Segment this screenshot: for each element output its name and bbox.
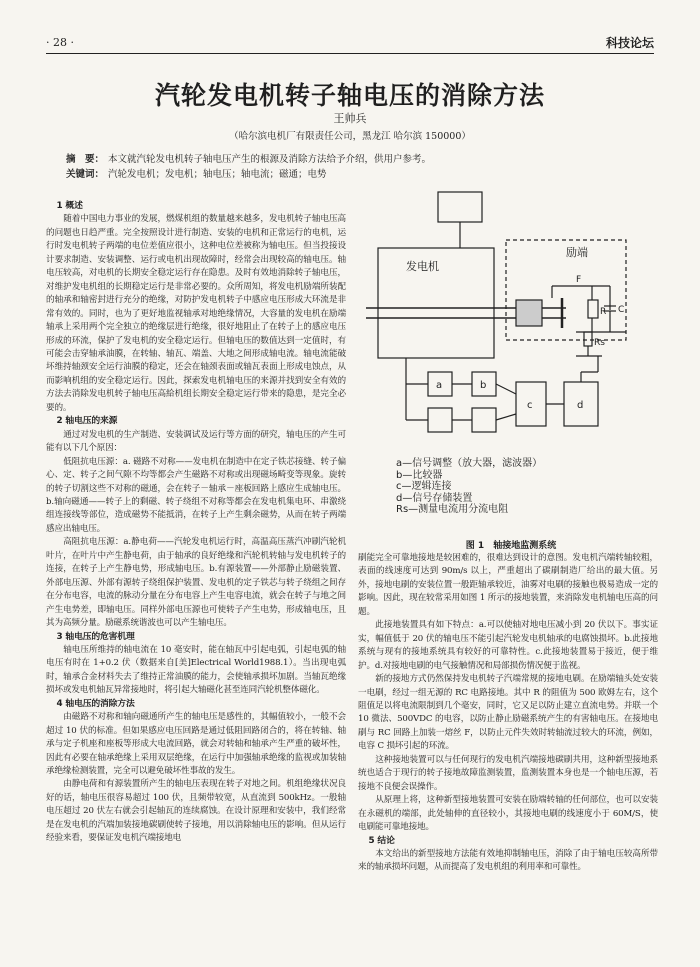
grounding-diagram bbox=[366, 190, 656, 455]
figure-caption: 图 1 轴接地监测系统 bbox=[465, 541, 557, 551]
keywords-label: 关键词： bbox=[66, 169, 105, 180]
bearing bbox=[516, 300, 542, 326]
paragraph: 高阻抗电压源：a.静电荷——汽轮发电机运行时，高温高压蒸汽冲刷汽轮机叶片，在叶片中产生静电荷，由于轴承的良好绝缘和汽轮机转轴与发电机转子的连接，在转子上产生静电势，形成轴电压。b.有源装置——外部静止励磁装置、外部电压源、外部有源转子绕组保护装置、发电机的定子铁芯与转子绕组之间存在分布电容，电流的脉动分量在分布电容上产生电容电流，就会在转子与地之间产生电势差，即轴电压。同样外部电压源也可使转子产生电势，形成轴电压，且其为高频分量。励磁系统谐波也可以产生轴电压。 bbox=[46, 537, 346, 629]
paragraph: 由静电荷和有源装置所产生的轴电压表现在转子对地之间。机组绝缘状况良好的话，轴电压很容易超过 100 伏，且频带较宽，从直流到 500kHz。一般轴电压超过 20 伏左右就会引起轴瓦的连续腐蚀。在设计原理和安装中，我们经常是在发电机的汽端加装接地碳刷使转子接地，用以消除轴电压的影响。但从运行经验来看，要保证发电机汽端接地电 bbox=[46, 779, 346, 844]
shunt-rs bbox=[584, 332, 592, 346]
box-a-2 bbox=[428, 408, 452, 432]
legend-item: Rs—测量电流用分流电阻 bbox=[396, 504, 509, 515]
abstract bbox=[66, 152, 634, 167]
label-generator: 发电机 bbox=[406, 260, 439, 273]
abstract-text: 本文就汽轮发电机转子轴电压产生的根源及消除方法给予介绍，供用户参考。 bbox=[108, 154, 432, 165]
paragraph: 这种接地装置可以与任何现行的发电机汽端接地碳刷共用，这种新型接地系统也适合于现行的转子接地故障监测装置，监测装置本身也是一个轴电压源，若接地不良便会误操作。 bbox=[358, 754, 658, 792]
resistor-r bbox=[588, 300, 598, 318]
figure-legend bbox=[396, 458, 542, 516]
paragraph: 随着中国电力事业的发展，燃煤机组的数量越来越多，发电机转子轴电压高的问题也日趋严重。完全按照设计进行制造、安装的电机和正常运行的电机，运行时发电机转子两端的电位差值应很小，这种电位差被称为轴电压。但当投接设计要求制造、安装调整、运行或电机出现故障时，经常会出现较高的轴电压。轴电压较高，对电机的长期安全稳定运行存在隐患。及时有效地消除转子轴电压，对维护发电机组的长期稳定运行是非常必要的。众所周知，将发电机励端所装配的轴承和轴密封进行充分的绝缘，对防护发电机转子中感应电压形成大环流是非常有效的。同时，也为了更好地监视轴承对地绝缘情况，大容量的发电机在励端轴承上采用两个完全独立的绝缘层进行绝缘，很好地阻止了在转子上的感应电压形成的环流，保护了发电机的安全稳定运行。但轴电压的数值达到一定值时，有可能会击穿轴承油膜，在转轴、轴瓦、端盖、大地之间形成轴电流。轴电流能破坏维持轴颈安全运行油膜的稳定，还会在轴颈表面或轴瓦表面上形成电蚀点，从而影响机组的安全稳定运行。因此，探索发电机轴电压的来源并找到安全有效的方法去消除发电机转子轴电压高給机组长期安全稳定运行带来的隐患，是完全必要的。 bbox=[46, 214, 346, 413]
paragraph: 由磁路不对称和轴向磁通所产生的轴电压是感性的，其幅值较小，一般不会超过 10 伏的标准。但如果感应电压回路是通过低阻回路闭合的，将在转轴、轴承与定子机座和座板等形成大电流回路，就会对转轴和轴承产生严重的破坏性，因此有必要在轴承绝缘上采用双层绝缘，在运行中加强轴承绝缘的监视或加装轴承绝缘检测装置，完全可以避免破坏性事故的发生。 bbox=[46, 712, 346, 777]
legend-item: c—逻辑连接 bbox=[396, 481, 452, 492]
paragraph: 本文给出的新型接地方法能有效地抑制轴电压，消除了由于轴电压较高所带来的轴承损坏问题，从而提高了发电机组的利用率和可靠性。 bbox=[358, 848, 658, 873]
paragraph: 刷能完全可靠地接地是较困难的，很难达到设计的意图。发电机汽端转轴较粗，表面的线速度可达到 90m/s 以上，严重超出了碳刷制造厂给出的最大值。另外，接地电刷的安装位置一般距轴承较近，油雾对电刷的接触也极易造成一定的影响。因此，现在较常采用如图 1 所示的接地装置，来消除发电机轴电压高的问题。 bbox=[358, 553, 658, 617]
top-device bbox=[438, 192, 482, 222]
box-b-2 bbox=[472, 408, 496, 432]
keywords bbox=[66, 167, 634, 182]
section-heading: 2 轴电压的来源 bbox=[56, 416, 118, 427]
section-heading: 1 概述 bbox=[56, 201, 83, 211]
affiliation: （哈尔滨电机厂有限责任公司，黑龙江 哈尔滨 150000） bbox=[229, 131, 471, 142]
paragraph: 新的接地方式仍然保持发电机转子汽端常规的接地电刷。在励端轴头处安装一电刷，经过一组无源的 RC 电路接地。其中 R 的阻值为 500 欧姆左右，这个阻值足以将电流限制到几个毫安，同时，它又足以防止建立直流电势。并联一个 10 微法、500VDC 的电容，以防止静止励磁系统产生的有害轴电压。在接地电刷与 RC 回路上加装一熔丝 F，以防止元件失效时转轴流过较大的环流，例如，电容 C 损坏引起的环流。 bbox=[358, 674, 658, 752]
page-number: · 28 · bbox=[46, 36, 74, 49]
abstract-label: 摘 要： bbox=[66, 154, 105, 165]
box-b-label: b bbox=[480, 380, 487, 391]
keywords-text: 汽轮发电机；发电机；轴电压；轴电流；磁通；电势 bbox=[108, 169, 327, 180]
author: 王帅兵 bbox=[333, 112, 367, 125]
journal-name: 科技论坛 bbox=[605, 36, 654, 50]
paragraph: 从原理上将，这种新型接地装置可安装在励端转轴的任何部位，也可以安装在永磁机的端部，此处轴伸的直径较小，其接地电刷的线速度小于 60M/S，使电刷能可靠地接地。 bbox=[358, 795, 658, 833]
label-exciter: 励端 bbox=[566, 246, 588, 259]
section-heading: 4 轴电压的消除方法 bbox=[56, 698, 135, 709]
legend-item: d—信号存储装置 bbox=[396, 492, 473, 504]
paragraph: 此接地装置具有如下特点：a.可以使轴对地电压减小到 20 伏以下。事实证实，幅值低于 20 伏的轴电压不能引起汽轮发电机轴承的电腐蚀损坏。b.此接地系统与现有的接地系统具有较好的可靠特性。c.此接地装置易于接近，便于维护。d.对接地电刷的电气接触情况和局部损伤情况便于监视。 bbox=[358, 620, 658, 671]
box-a-label: a bbox=[436, 380, 443, 391]
page-header bbox=[46, 32, 654, 54]
label-r: R bbox=[600, 307, 607, 317]
legend-item: a—信号调整（放大器，滤波器） bbox=[396, 458, 543, 469]
figure-1 bbox=[366, 190, 656, 550]
paragraph: 通过对发电机的生产制造、安装调试及运行等方面的研究，轴电压的产生可能有以下几个原因： bbox=[46, 429, 346, 454]
box-c-label: c bbox=[527, 400, 533, 411]
label-c: C bbox=[618, 305, 625, 315]
section-heading: 5 结论 bbox=[368, 835, 395, 846]
paragraph: 低阻抗电压源：a. 磁路不对称——发电机在制造中在定子铁芯接缝、转子偏心、定、转子之间气隙不均等都会产生磁路不对称或出现磁场畸变等现象。旋转的转子切割这些不对称的磁通，会在转子－轴承－座板回路上感应生成轴电压。b.轴向磁通——转子上的剩磁、转子绕组不对称等都会在发电机集电环、串激绕组连接线等部位，造成磁势不能抵消，在转子上产生剩余磁势，从而在转子两端感应出轴电压。 bbox=[46, 456, 346, 534]
box-d-label: d bbox=[577, 400, 584, 411]
section-heading: 3 轴电压的危害机理 bbox=[56, 631, 135, 642]
legend-item: b—比较器 bbox=[396, 469, 443, 481]
right-column bbox=[358, 552, 658, 942]
label-f: F bbox=[576, 275, 582, 285]
left-column bbox=[46, 200, 346, 940]
paragraph: 轴电压所维持的轴电流在 10 毫安时，能在轴瓦中引起电弧，引起电弧的轴电压有时在 1+0.2 伏（数据来自[美]Electrical World1988.1）。当出现电弧时，轴承合金材料失去了维持正常油膜的能力，会使轴承损坏加剧。当轴瓦绝缘损坏或发电机轴瓦异常接地时，将引起大轴磁化甚至连同汽轮机整体磁化。 bbox=[46, 644, 346, 696]
article-title: 汽轮发电机转子轴电压的消除方法 bbox=[154, 81, 545, 110]
label-rs: Rs bbox=[594, 338, 605, 348]
